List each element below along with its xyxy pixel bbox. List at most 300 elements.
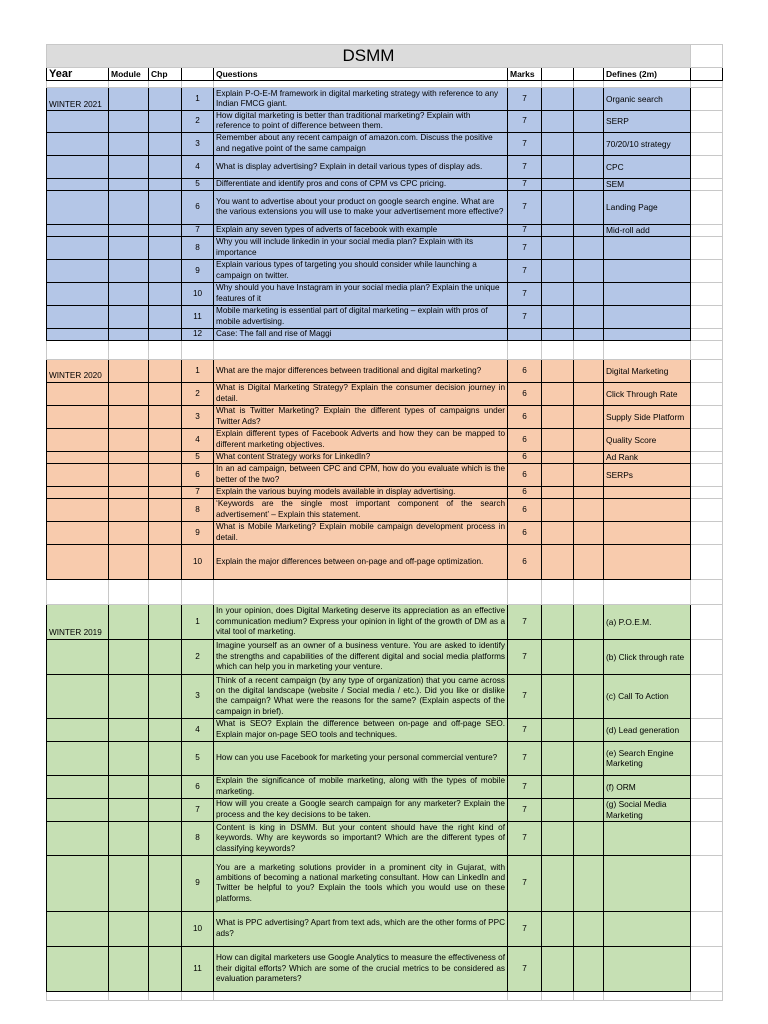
marks-value: 7	[508, 946, 542, 991]
empty-cell	[574, 382, 604, 405]
question-number: 12	[182, 328, 214, 340]
empty-cell	[542, 486, 574, 498]
question-row	[47, 382, 723, 405]
module-cell	[109, 359, 149, 382]
chapter-cell	[149, 178, 182, 190]
define-term: Organic search	[604, 88, 691, 111]
question-row	[47, 775, 723, 798]
questions-table	[46, 44, 723, 1001]
marks-value: 7	[508, 798, 542, 821]
define-term: SERP	[604, 111, 691, 133]
marks-value: 7	[508, 911, 542, 946]
chapter-cell	[149, 88, 182, 111]
chapter-cell	[149, 718, 182, 741]
page-title: DSMM	[47, 45, 691, 68]
empty-cell	[542, 236, 574, 259]
module-cell	[109, 821, 149, 855]
chapter-cell	[149, 111, 182, 133]
question-row	[47, 359, 723, 382]
define-term: 70/20/10 strategy	[604, 132, 691, 155]
chapter-cell	[149, 674, 182, 718]
question-number: 7	[182, 486, 214, 498]
question-text: Why should you have Instagram in your social media plan? Explain the unique features of it	[214, 282, 508, 305]
empty-cell	[574, 544, 604, 579]
empty-cell	[574, 259, 604, 282]
section-year: WINTER 2021	[47, 88, 109, 111]
empty-cell	[574, 855, 604, 911]
question-text: What is Digital Marketing Strategy? Explain the consumer decision journey in detail.	[214, 382, 508, 405]
question-text: Explain the significance of mobile marketing, along with the types of mobile marketing.	[214, 775, 508, 798]
module-cell	[109, 282, 149, 305]
question-row	[47, 132, 723, 155]
question-number: 1	[182, 88, 214, 111]
marks-value: 7	[508, 259, 542, 282]
empty-cell	[542, 798, 574, 821]
question-row	[47, 521, 723, 544]
empty-cell	[542, 451, 574, 463]
empty-cell	[574, 132, 604, 155]
chapter-cell	[149, 639, 182, 674]
define-term: (f) ORM	[604, 775, 691, 798]
chapter-cell	[149, 604, 182, 639]
marks-value: 7	[508, 190, 542, 224]
question-row	[47, 328, 723, 340]
empty-cell	[574, 405, 604, 428]
module-cell	[109, 463, 149, 486]
chapter-cell	[149, 544, 182, 579]
question-row	[47, 282, 723, 305]
question-row	[47, 224, 723, 236]
question-number: 10	[182, 911, 214, 946]
marks-value: 7	[508, 821, 542, 855]
define-term	[604, 544, 691, 579]
chapter-cell	[149, 382, 182, 405]
question-row	[47, 305, 723, 328]
chapter-cell	[149, 132, 182, 155]
question-number: 3	[182, 132, 214, 155]
question-text: Content is king in DSMM. But your content should have the right kind of keywords. Why are keywords so important? Which are the different types of classifying keywords?	[214, 821, 508, 855]
module-cell	[109, 405, 149, 428]
question-row	[47, 88, 723, 111]
chapter-cell	[149, 155, 182, 178]
marks-value: 6	[508, 544, 542, 579]
question-row	[47, 604, 723, 639]
marks-value: 7	[508, 132, 542, 155]
module-cell	[109, 946, 149, 991]
section-year: WINTER 2019	[47, 604, 109, 639]
module-cell	[109, 639, 149, 674]
define-term: (d) Lead generation	[604, 718, 691, 741]
empty-cell	[542, 224, 574, 236]
empty-cell	[574, 911, 604, 946]
question-sheet	[46, 44, 722, 1001]
question-text: What is PPC advertising? Apart from text ads, which are the other forms of PPC ads?	[214, 911, 508, 946]
header-row	[47, 68, 723, 81]
question-number: 4	[182, 155, 214, 178]
question-number: 2	[182, 382, 214, 405]
empty-cell	[542, 741, 574, 775]
empty-cell	[542, 946, 574, 991]
question-text: Case: The fall and rise of Maggi	[214, 328, 508, 340]
question-number: 9	[182, 855, 214, 911]
module-cell	[109, 741, 149, 775]
define-term: SERPs	[604, 463, 691, 486]
marks-value: 7	[508, 111, 542, 133]
chapter-cell	[149, 190, 182, 224]
question-text: In an ad campaign, between CPC and CPM, how do you evaluate which is the better of the two?	[214, 463, 508, 486]
module-cell	[109, 259, 149, 282]
empty-cell	[574, 178, 604, 190]
question-row	[47, 463, 723, 486]
define-term	[604, 911, 691, 946]
question-text: Why you will include linkedin in your social media plan? Explain with its importance	[214, 236, 508, 259]
spacer-row	[47, 991, 723, 1000]
empty-cell	[542, 821, 574, 855]
empty-cell	[542, 911, 574, 946]
empty-cell	[542, 282, 574, 305]
module-cell	[109, 798, 149, 821]
chapter-cell	[149, 328, 182, 340]
empty-cell	[574, 604, 604, 639]
define-term	[604, 521, 691, 544]
question-row	[47, 544, 723, 579]
chapter-cell	[149, 305, 182, 328]
empty-cell	[542, 359, 574, 382]
question-text: You want to advertise about your product on google search engine. What are the various extensions you will use to make your advertisement more effective?	[214, 190, 508, 224]
question-number: 10	[182, 282, 214, 305]
empty-cell	[542, 190, 574, 224]
question-row	[47, 855, 723, 911]
empty-cell	[574, 111, 604, 133]
question-row	[47, 178, 723, 190]
chapter-cell	[149, 741, 182, 775]
marks-value: 7	[508, 88, 542, 111]
chapter-cell	[149, 428, 182, 451]
chapter-cell	[149, 798, 182, 821]
header-marks: Marks	[508, 68, 542, 81]
empty-cell	[574, 521, 604, 544]
question-text: Explain the major differences between on-page and off-page optimization.	[214, 544, 508, 579]
module-cell	[109, 428, 149, 451]
question-number: 2	[182, 111, 214, 133]
question-text: Explain various types of targeting you should consider while launching a campaign on twitter.	[214, 259, 508, 282]
define-term	[604, 946, 691, 991]
chapter-cell	[149, 259, 182, 282]
question-row	[47, 236, 723, 259]
question-number: 2	[182, 639, 214, 674]
question-row	[47, 259, 723, 282]
define-term: Supply Side Platform	[604, 405, 691, 428]
module-cell	[109, 486, 149, 498]
marks-value: 6	[508, 428, 542, 451]
marks-value: 7	[508, 639, 542, 674]
empty-cell	[542, 463, 574, 486]
marks-value: 6	[508, 463, 542, 486]
marks-value: 7	[508, 155, 542, 178]
empty-cell	[574, 639, 604, 674]
question-number: 8	[182, 821, 214, 855]
chapter-cell	[149, 282, 182, 305]
chapter-cell	[149, 236, 182, 259]
define-term: Click Through Rate	[604, 382, 691, 405]
define-term: Mid-roll add	[604, 224, 691, 236]
define-term: CPC	[604, 155, 691, 178]
question-number: 9	[182, 259, 214, 282]
marks-value: 6	[508, 359, 542, 382]
define-term	[604, 282, 691, 305]
question-number: 10	[182, 544, 214, 579]
empty-cell	[574, 155, 604, 178]
question-text: Explain different types of Facebook Adverts and how they can be mapped to different marketing objectives.	[214, 428, 508, 451]
empty-cell	[574, 359, 604, 382]
empty-cell	[542, 382, 574, 405]
header-module: Module	[109, 68, 149, 81]
question-row	[47, 911, 723, 946]
question-text: In your opinion, does Digital Marketing deserve its appreciation as an effective communication medium? Express your opinion in light of the growth of DM as a vital tool of marketing.	[214, 604, 508, 639]
marks-value: 7	[508, 224, 542, 236]
question-text: Explain P-O-E-M framework in digital marketing strategy with reference to any Indian FMCG giant.	[214, 88, 508, 111]
module-cell	[109, 718, 149, 741]
marks-value: 6	[508, 405, 542, 428]
question-row	[47, 741, 723, 775]
question-row	[47, 718, 723, 741]
marks-value: 7	[508, 718, 542, 741]
question-text: You are a marketing solutions provider in a prominent city in Gujarat, with ambitions of becoming a national marketing consultant. How can LinkedIn and Twitter be helpful to you? Explain the tools which you would use on these platforms.	[214, 855, 508, 911]
question-text: What is Twitter Marketing? Explain the different types of campaigns under Twitter Ads?	[214, 405, 508, 428]
module-cell	[109, 190, 149, 224]
marks-value: 7	[508, 604, 542, 639]
marks-value: 6	[508, 498, 542, 521]
section-year: WINTER 2020	[47, 359, 109, 382]
question-row	[47, 405, 723, 428]
empty-cell	[574, 486, 604, 498]
empty-cell	[542, 544, 574, 579]
empty-cell	[542, 259, 574, 282]
define-term	[604, 259, 691, 282]
empty-cell	[542, 88, 574, 111]
module-cell	[109, 155, 149, 178]
empty-cell	[574, 305, 604, 328]
question-number: 11	[182, 946, 214, 991]
empty-cell	[574, 190, 604, 224]
question-text: Explain the various buying models available in display advertising.	[214, 486, 508, 498]
module-cell	[109, 544, 149, 579]
empty-cell	[574, 463, 604, 486]
chapter-cell	[149, 775, 182, 798]
question-text: Mobile marketing is essential part of digital marketing – explain with pros of mobile advertising.	[214, 305, 508, 328]
marks-value: 6	[508, 382, 542, 405]
marks-value: 7	[508, 674, 542, 718]
question-number: 3	[182, 674, 214, 718]
define-term: (a) P.O.E.M.	[604, 604, 691, 639]
header-questions: Questions	[214, 68, 508, 81]
question-number: 4	[182, 428, 214, 451]
question-text: How can digital marketers use Google Analytics to measure the effectiveness of their digital efforts? Which are some of the crucial metrics to be considered as evaluation parameters?	[214, 946, 508, 991]
question-row	[47, 190, 723, 224]
chapter-cell	[149, 359, 182, 382]
empty-cell	[542, 405, 574, 428]
question-number: 8	[182, 236, 214, 259]
question-row	[47, 451, 723, 463]
marks-value: 7	[508, 741, 542, 775]
module-cell	[109, 674, 149, 718]
empty-cell	[574, 741, 604, 775]
question-text: How digital marketing is better than traditional marketing? Explain with reference to point of difference between them.	[214, 111, 508, 133]
question-text: What content Strategy works for LinkedIn?	[214, 451, 508, 463]
module-cell	[109, 111, 149, 133]
empty-cell	[574, 946, 604, 991]
define-term	[604, 236, 691, 259]
define-term	[604, 855, 691, 911]
chapter-cell	[149, 821, 182, 855]
question-number: 6	[182, 463, 214, 486]
module-cell	[109, 911, 149, 946]
define-term: Quality Score	[604, 428, 691, 451]
question-number: 7	[182, 798, 214, 821]
empty-cell	[542, 521, 574, 544]
question-number: 5	[182, 451, 214, 463]
define-term: SEM	[604, 178, 691, 190]
empty-cell	[542, 111, 574, 133]
question-number: 1	[182, 359, 214, 382]
spacer-row	[47, 579, 723, 604]
question-text: ‘Keywords are the single most important component of the search advertisement’ – Explain this statement.	[214, 498, 508, 521]
spacer-row	[47, 81, 723, 88]
empty-cell	[574, 428, 604, 451]
header-year: Year	[47, 68, 109, 81]
define-term	[604, 305, 691, 328]
question-text: Explain any seven types of adverts of facebook with example	[214, 224, 508, 236]
spacer-row	[47, 340, 723, 359]
empty-cell	[574, 236, 604, 259]
define-term	[604, 498, 691, 521]
marks-value: 7	[508, 178, 542, 190]
question-text: What is Mobile Marketing? Explain mobile campaign development process in detail.	[214, 521, 508, 544]
chapter-cell	[149, 498, 182, 521]
empty-cell	[542, 178, 574, 190]
module-cell	[109, 521, 149, 544]
empty-cell	[574, 282, 604, 305]
empty-cell	[542, 498, 574, 521]
question-row	[47, 798, 723, 821]
question-text: What are the major differences between traditional and digital marketing?	[214, 359, 508, 382]
question-text: What is display advertising? Explain in detail various types of display ads.	[214, 155, 508, 178]
module-cell	[109, 498, 149, 521]
chapter-cell	[149, 463, 182, 486]
marks-value: 7	[508, 775, 542, 798]
question-number: 6	[182, 775, 214, 798]
empty-cell	[574, 451, 604, 463]
question-row	[47, 674, 723, 718]
question-number: 8	[182, 498, 214, 521]
module-cell	[109, 305, 149, 328]
define-term: (e) Search Engine Marketing	[604, 741, 691, 775]
empty-cell	[542, 639, 574, 674]
question-text: How will you create a Google search campaign for any marketer? Explain the process and the key decisions to be taken.	[214, 798, 508, 821]
chapter-cell	[149, 224, 182, 236]
question-text: Differentiate and identify pros and cons of CPM vs CPC pricing.	[214, 178, 508, 190]
question-row	[47, 486, 723, 498]
define-term: (g) Social Media Marketing	[604, 798, 691, 821]
module-cell	[109, 236, 149, 259]
chapter-cell	[149, 405, 182, 428]
question-row	[47, 155, 723, 178]
module-cell	[109, 451, 149, 463]
marks-value: 7	[508, 855, 542, 911]
question-number: 3	[182, 405, 214, 428]
define-term	[604, 486, 691, 498]
module-cell	[109, 224, 149, 236]
marks-value: 7	[508, 236, 542, 259]
empty-cell	[542, 604, 574, 639]
marks-value	[508, 328, 542, 340]
title-row	[47, 45, 723, 68]
empty-cell	[574, 798, 604, 821]
module-cell	[109, 178, 149, 190]
header-defines: Defines (2m)	[604, 68, 691, 81]
module-cell	[109, 132, 149, 155]
empty-cell	[542, 775, 574, 798]
marks-value: 7	[508, 282, 542, 305]
marks-value: 7	[508, 305, 542, 328]
question-number: 11	[182, 305, 214, 328]
empty-cell	[542, 305, 574, 328]
empty-cell	[574, 498, 604, 521]
question-number: 1	[182, 604, 214, 639]
question-text: What is SEO? Explain the difference between on-page and off-page SEO. Explain major on-page SEO tools and techniques.	[214, 718, 508, 741]
question-row	[47, 498, 723, 521]
empty-cell	[574, 224, 604, 236]
empty-cell	[542, 718, 574, 741]
define-term: (b) Click through rate	[604, 639, 691, 674]
question-text: Imagine yourself as an owner of a business venture. You are asked to identify the strengths and capabilities of the different digital and social media platforms which can help you in marketing your venture.	[214, 639, 508, 674]
empty-cell	[542, 328, 574, 340]
question-row	[47, 111, 723, 133]
module-cell	[109, 382, 149, 405]
empty-cell	[542, 674, 574, 718]
marks-value: 6	[508, 521, 542, 544]
empty-cell	[574, 328, 604, 340]
module-cell	[109, 328, 149, 340]
empty-cell	[574, 775, 604, 798]
define-term	[604, 821, 691, 855]
question-row	[47, 639, 723, 674]
empty-cell	[574, 674, 604, 718]
empty-cell	[542, 132, 574, 155]
question-number: 5	[182, 178, 214, 190]
chapter-cell	[149, 946, 182, 991]
chapter-cell	[149, 451, 182, 463]
chapter-cell	[149, 486, 182, 498]
define-term: (c) Call To Action	[604, 674, 691, 718]
module-cell	[109, 604, 149, 639]
module-cell	[109, 775, 149, 798]
question-text: How can you use Facebook for marketing your personal commercial venture?	[214, 741, 508, 775]
question-number: 6	[182, 190, 214, 224]
empty-cell	[542, 428, 574, 451]
question-text: Remember about any recent campaign of amazon.com. Discuss the positive and negative point of the same campaign	[214, 132, 508, 155]
empty-cell	[542, 855, 574, 911]
header-chp: Chp	[149, 68, 182, 81]
chapter-cell	[149, 521, 182, 544]
question-row	[47, 428, 723, 451]
define-term: Landing Page	[604, 190, 691, 224]
question-row	[47, 821, 723, 855]
question-row	[47, 946, 723, 991]
question-text: Think of a recent campaign (by any type of organization) that you came across on the digital landscape (website / Social media / etc.). Did you like or dislike the campaign? What were the reasons for the same? (Explain aspects of the campaign in brief).	[214, 674, 508, 718]
define-term	[604, 328, 691, 340]
question-number: 9	[182, 521, 214, 544]
